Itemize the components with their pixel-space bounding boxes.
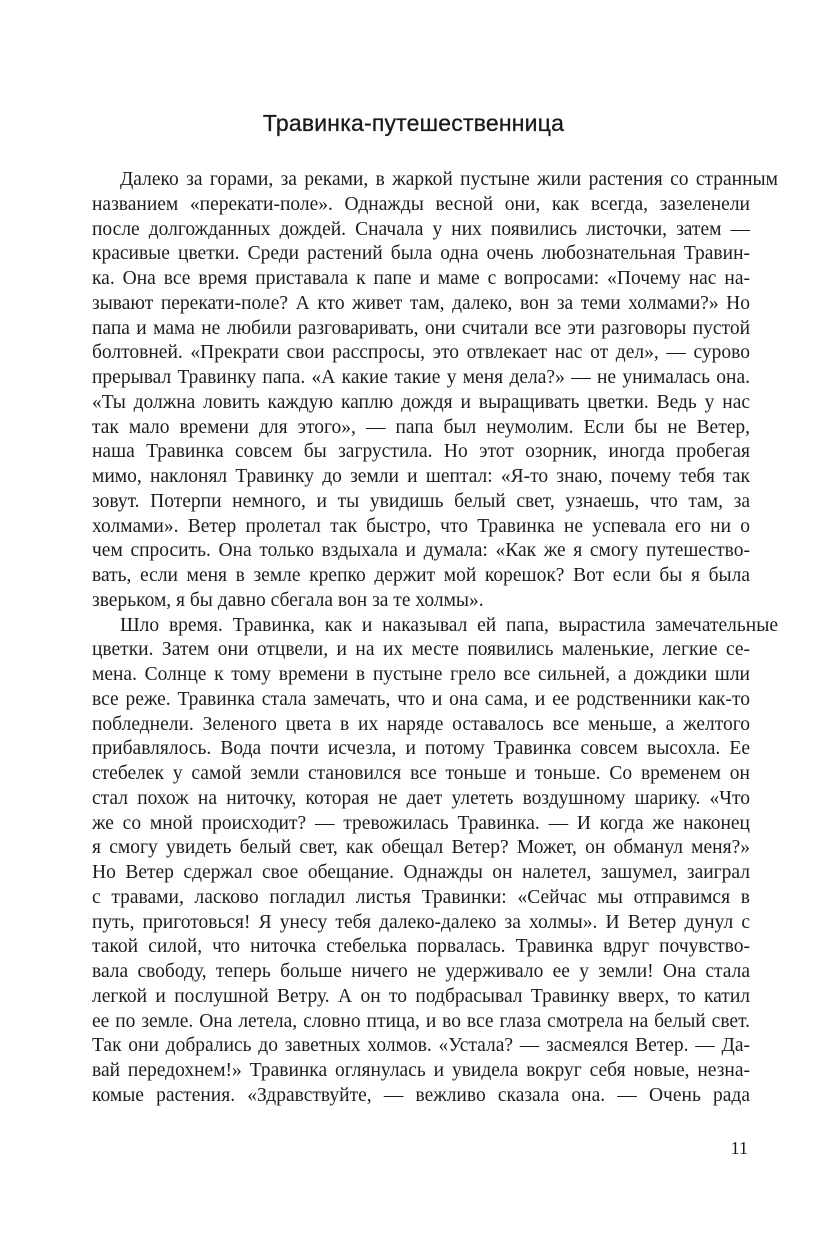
- text-line: зверьком, я бы давно сбегала вон за те холмы».: [92, 589, 484, 611]
- text-line: с травами, ласково погладил листья Травинки: «Сейчас мы отправимся в: [92, 886, 750, 908]
- text-line: «Ты должна ловить каждую каплю дождя и выращивать цветки. Ведь у нас: [92, 391, 750, 413]
- text-line: зывают перекати-поле? А кто живет там, далеко, вон за теми холмами?» Но: [92, 292, 750, 314]
- paragraph-2: [92, 614, 778, 1109]
- text-line: так мало времени для этого», — папа был неумолим. Если бы не Ветер,: [92, 416, 750, 438]
- text-line: наша Травинка совсем бы загрустила. Но этот озорник, иногда пробегая: [92, 441, 750, 463]
- text-line: Шло время. Травинка, как и наказывал ей папа, вырастила замечательные: [120, 614, 778, 636]
- text-line: вала свободу, теперь больше ничего не удерживало ее у земли! Она стала: [92, 961, 750, 982]
- text-line: такой силой, что ниточка стебелька порвалась. Травинка вдруг почувство-: [92, 936, 750, 958]
- text-line: побледнели. Зеленого цвета в их наряде оставалось все меньше, а желтого: [92, 713, 750, 735]
- text-line: прибавлялось. Вода почти исчезла, и потому Травинка совсем высохла. Ее: [92, 738, 750, 760]
- text-line: вай передохнем!» Травинка оглянулась и увидела вокруг себя новые, незна-: [92, 1060, 750, 1081]
- text-line: стал похож на ниточку, которая не дает улететь воздушному шарику. «Что: [92, 787, 750, 809]
- text-line: ее по земле. Она летела, словно птица, и во все глаза смотрела на белый свет.: [92, 1010, 750, 1032]
- text-line: я смогу увидеть белый свет, как обещал Ветер? Может, он обманул меня?»: [92, 837, 750, 859]
- text-line: все реже. Травинка стала замечать, что и она сама, и ее родственники как-то: [92, 688, 750, 710]
- text-line: вать, если меня в земле крепко держит мой корешок? Вот если бы я была: [92, 565, 750, 586]
- text-line: мимо, наклонял Травинку до земли и шептал: «Я-то знаю, почему тебя так: [92, 466, 750, 487]
- text-line: холмами». Ветер пролетал так быстро, что Травинка не успевала его ни о: [92, 515, 750, 537]
- text-line: прерывал Травинку папа. «А какие такие у меня дела?» — не унималась она.: [92, 367, 750, 388]
- text-line: путь, приготовься! Я унесу тебя далеко-далеко за холмы». И Ветер дунул с: [92, 911, 750, 933]
- text-line: болтовней. «Прекрати свои расспросы, это отвлекает нас от дел», — сурово: [92, 342, 750, 364]
- text-line: мена. Солнце к тому времени в пустыне грело все сильней, а дождики шли: [92, 664, 750, 685]
- text-line: папа и мама не любили разговаривать, они считали все эти разговоры пустой: [92, 317, 750, 339]
- text-line: Так они добрались до заветных холмов. «Устала? — засмеялся Ветер. — Да-: [92, 1035, 750, 1057]
- page-number: 11: [730, 1138, 748, 1158]
- story-title: Травинка-путешественница: [262, 110, 565, 136]
- text-line: же со мной происходит? — тревожилась Травинка. — И когда же наконец: [92, 812, 750, 834]
- story-body: [92, 168, 778, 1109]
- text-line: Но Ветер сдержал свое обещание. Однажды он налетел, зашумел, заиграл: [92, 862, 750, 883]
- text-line: после долгожданных дождей. Сначала у них появились листочки, затем —: [92, 218, 750, 240]
- text-line: ка. Она все время приставала к папе и маме с вопросами: «Почему нас на-: [92, 268, 750, 289]
- text-line: красивые цветки. Среди растений была одна очень любознательная Травин-: [92, 243, 750, 265]
- text-line: Далеко за горами, за реками, в жаркой пустыне жили растения со странным: [120, 169, 778, 190]
- text-line: стебелек у самой земли становился все тоньше и тоньше. Со временем он: [92, 763, 750, 784]
- text-line: чем спросить. Она только вздыхала и думала: «Как же я смогу путешество-: [92, 540, 750, 562]
- text-line: цветки. Затем они отцвели, и на их месте появились маленькие, легкие се-: [92, 639, 750, 661]
- text-line: зовут. Потерпи немного, и ты увидишь белый свет, узнаешь, что там, за: [92, 490, 750, 512]
- paragraph-1: [92, 168, 778, 614]
- text-line: комые растения. «Здравствуйте, — вежливо сказала она. — Очень рада: [92, 1084, 750, 1106]
- text-line: названием «перекати-поле». Однажды весной они, как всегда, зазеленели: [92, 193, 750, 215]
- text-line: легкой и послушной Ветру. А он то подбрасывал Травинку вверх, то катил: [92, 985, 750, 1007]
